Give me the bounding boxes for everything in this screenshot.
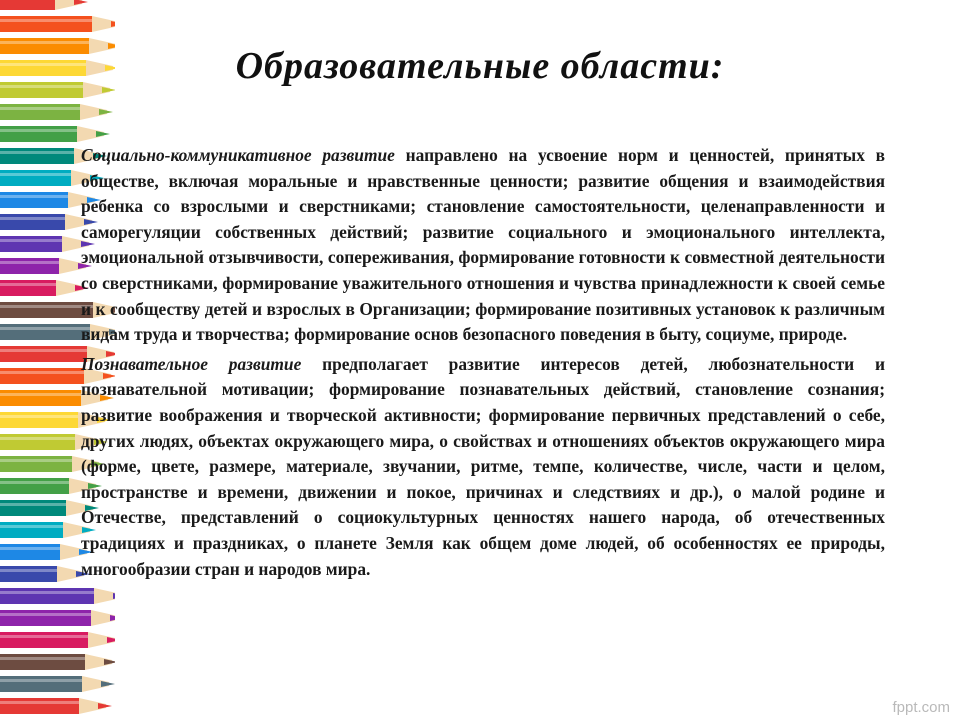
pencil: [0, 676, 115, 692]
pencil: [0, 16, 115, 32]
pencil: [0, 280, 89, 296]
pencil: [0, 60, 115, 76]
watermark: fppt.com: [892, 699, 950, 716]
term-social: Социально-коммуникативное развитие: [81, 145, 395, 165]
term-cognitive: Познавательное развитие: [81, 353, 302, 374]
slide-body: [81, 143, 885, 586]
pencil: [0, 126, 110, 142]
pencil: [0, 588, 115, 604]
paragraph-cognitive: [81, 352, 885, 582]
pencil: [0, 544, 93, 560]
slide-title: Образовательные области:: [235, 45, 725, 87]
pencil: [0, 38, 115, 54]
pencil: [0, 0, 88, 10]
paragraph-social: [81, 143, 885, 348]
text-cognitive: предполагает развитие интересов детей, любознательности и познавательной мотивации; формирование познавательных действий, становление сознания; развитие воображения и творческой активности; формирование первичных представлений о себе, других людях, объектах окружающего мира, о свойствах и отношениях объектов окружающего мира (форме, цвете, размере, материале, звучании, ритме, темпе, количестве, числе, части и целом, пространстве и времени, движении и покое, причинах и следствиях и др.), о малой родине и Отечестве, представлений о социокультурных ценностях нашего народа, об отечественных традициях и праздниках, о планете Земля как общем доме людей, об особенностях ее природы, многообразии стран и народов мира.: [81, 353, 885, 579]
text-social: направлено на усвоение норм и ценностей, принятых в обществе, включая моральные и нравственные ценности; развитие общения и взаимодействия ребенка со взрослыми и сверстниками; становление самостоятельности, целенаправленности и саморегуляции собственных действий; развитие социального и эмоционального интеллекта, эмоциональной отзывчивости, сопереживания, формирование готовности к совместной деятельности со сверстниками, формирование уважительного отношения и чувства принадлежности к своей семье и к сообществу детей и взрослых в Организации; формирование позитивных установок к различным видам труда и творчества; формирование основ безопасного поведения в быту, социуме, природе.: [81, 145, 885, 345]
pencil: [0, 632, 115, 648]
pencil: [0, 654, 115, 670]
pencil: [0, 610, 115, 626]
pencil: [0, 104, 113, 120]
pencil: [0, 82, 115, 98]
pencil: [0, 258, 92, 274]
pencil: [0, 566, 90, 582]
pencil: [0, 698, 112, 714]
